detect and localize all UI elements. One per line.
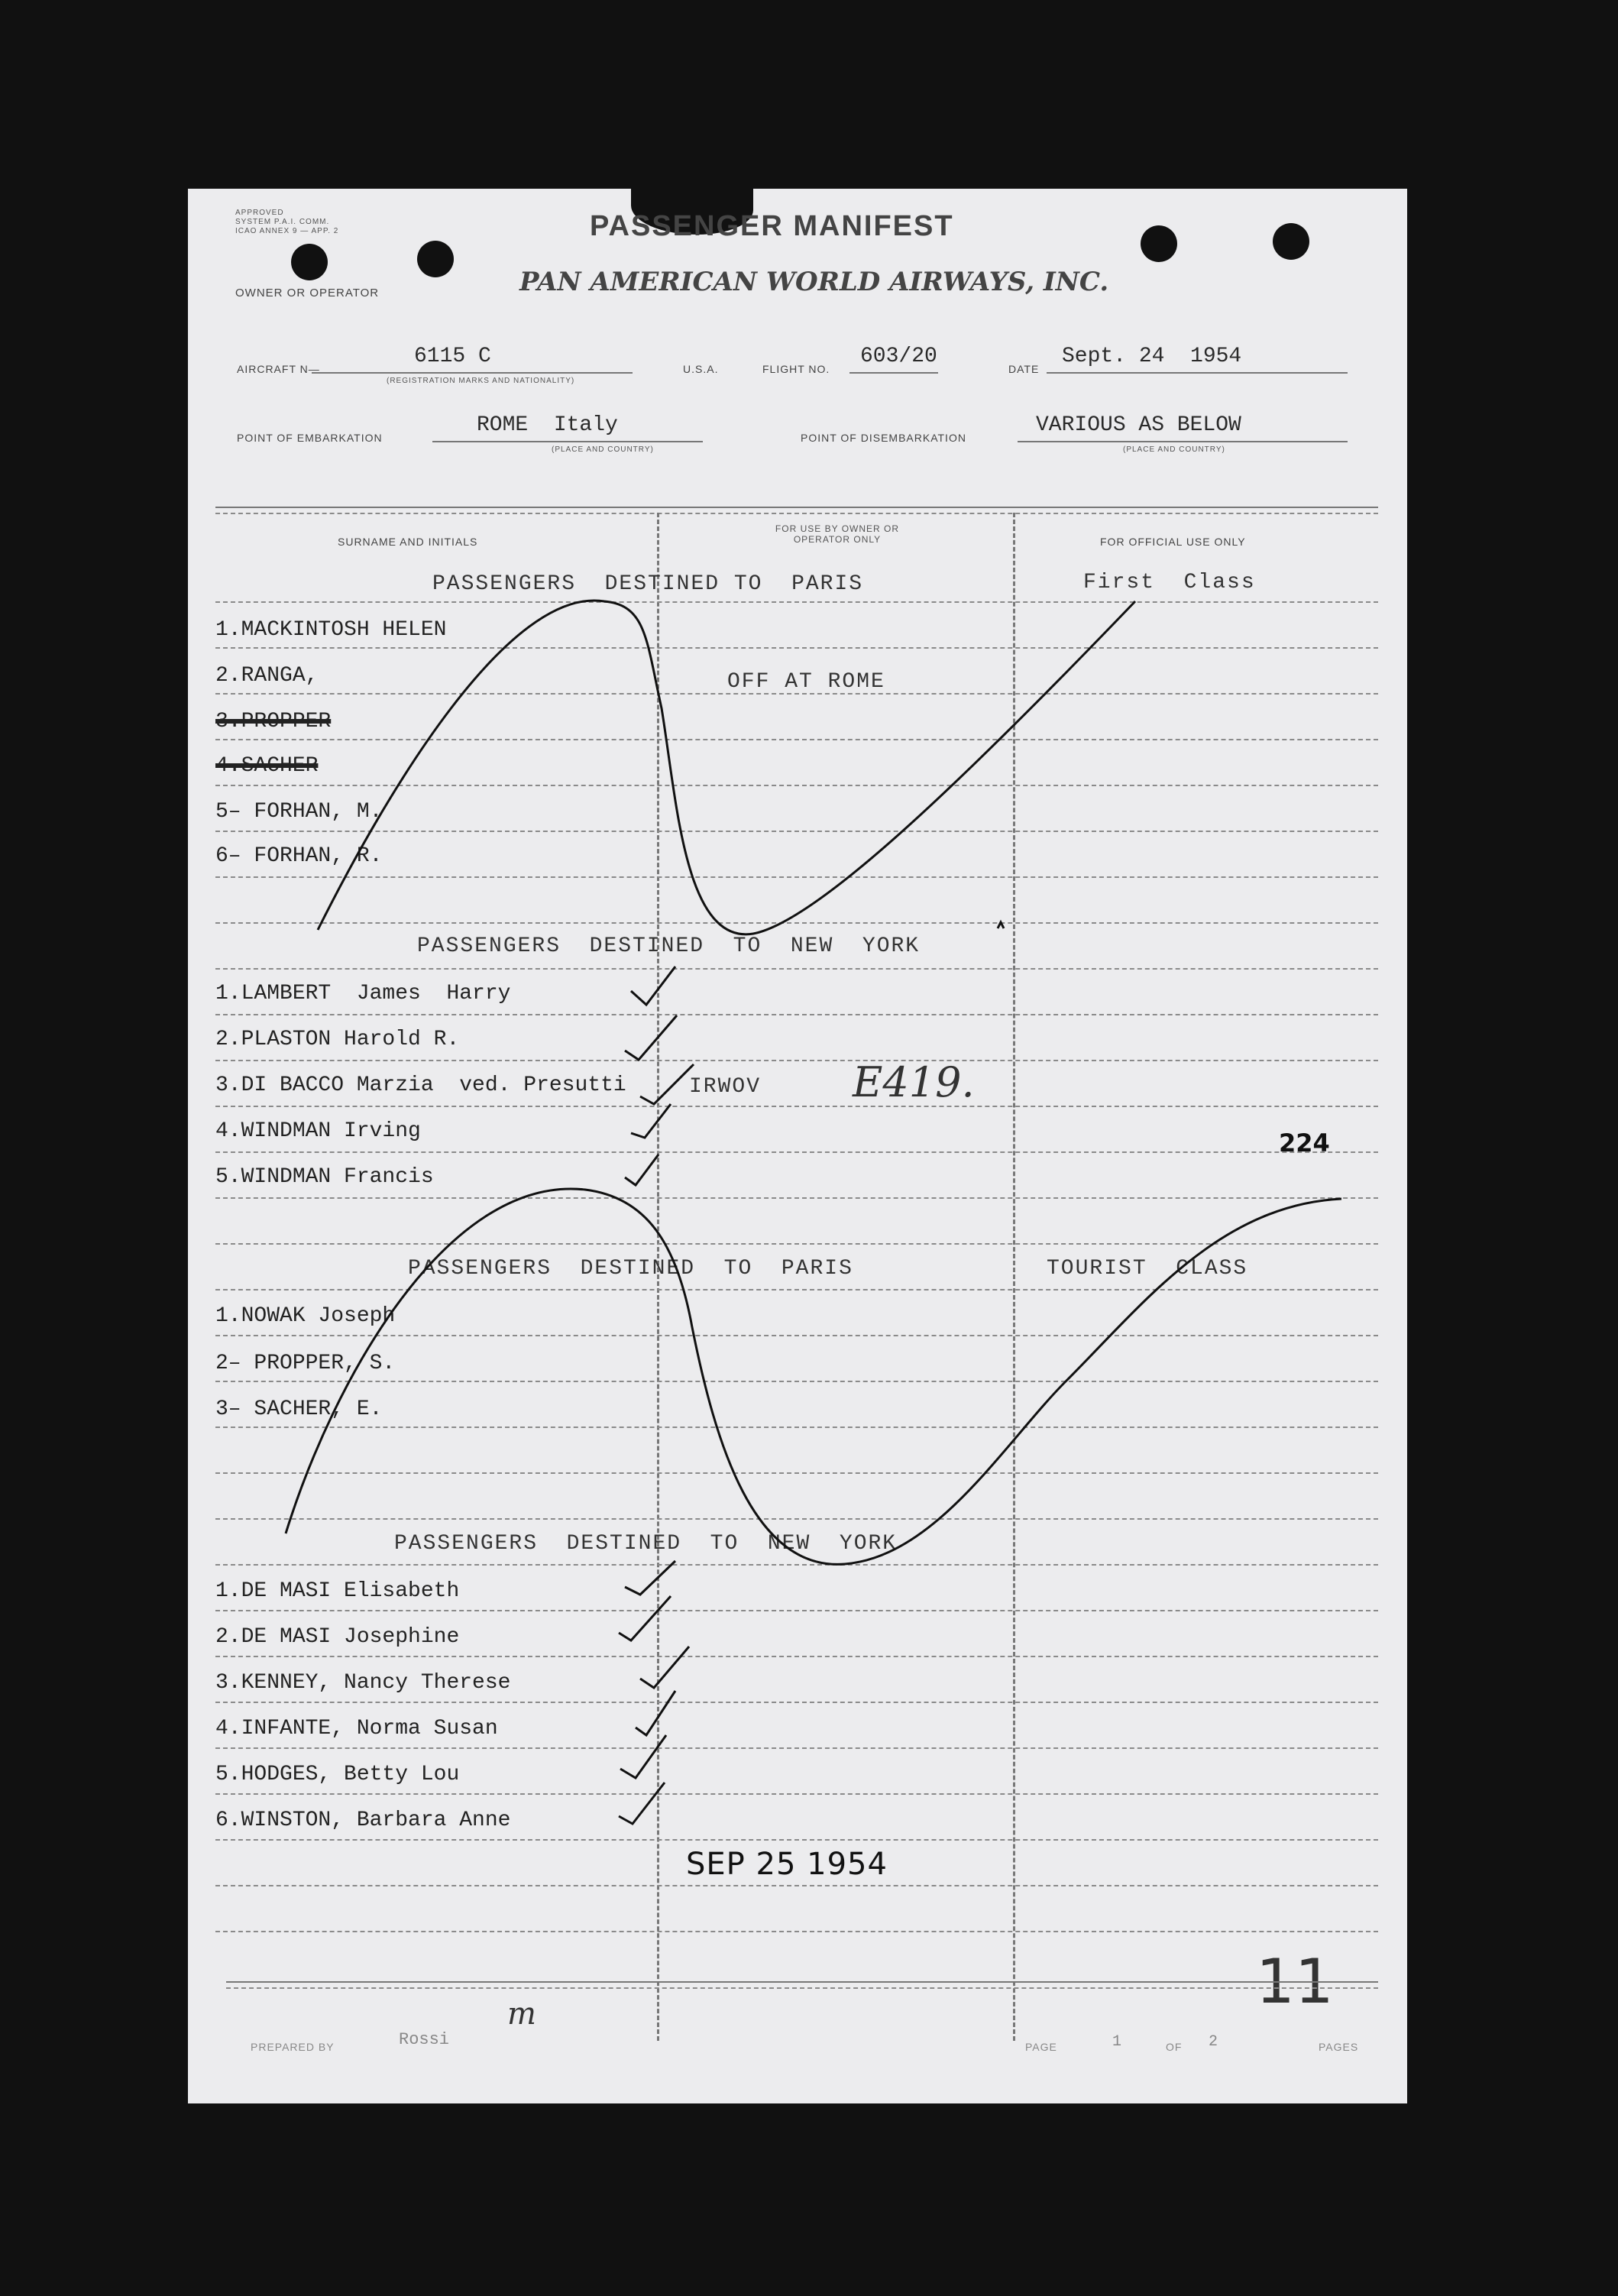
ditto-mark: [998, 922, 1004, 928]
disembarkation-label: POINT OF DISEMBARKATION: [801, 432, 966, 444]
check-marks: [619, 922, 1004, 1824]
prepared-by-name: Rossi: [399, 2030, 450, 2049]
check-mark-icon: [625, 1154, 659, 1185]
section-title: PASSENGERS DESTINED TO NEW YORK: [394, 1532, 898, 1556]
passenger-name: 5.WINDMAN Francis: [215, 1165, 434, 1189]
aircraft-value: 6115 C: [414, 345, 491, 368]
registration-caption: (REGISTRATION MARKS AND NATIONALITY): [387, 377, 575, 385]
disembarkation-value: VARIOUS AS BELOW: [1036, 413, 1241, 437]
passenger-name: 4.SACHER: [215, 754, 319, 778]
passenger-name: 4.INFANTE, Norma Susan: [215, 1717, 498, 1741]
passenger-name: 5– FORHAN, M.: [215, 800, 383, 824]
section-class: First Class: [1083, 571, 1256, 594]
passenger-name: 2.DE MASI Josephine: [215, 1625, 460, 1649]
cancel-stroke-upper: [318, 601, 1135, 934]
owner-use-header: FOR USE BY OWNER OR OPERATOR ONLY: [775, 523, 900, 545]
pages-label: PAGES: [1319, 2041, 1359, 2053]
handwritten-code: E419.: [853, 1058, 975, 1106]
flight-number: 603/20: [860, 345, 937, 368]
count-number: 224: [1279, 1129, 1330, 1158]
page-number: 1: [1112, 2033, 1122, 2051]
aircraft-label: AIRCRAFT N—: [237, 363, 320, 375]
passenger-name: 4.WINDMAN Irving: [215, 1119, 421, 1143]
embarkation-value: ROME Italy: [477, 413, 618, 437]
passenger-name: 6.WINSTON, Barbara Anne: [215, 1809, 511, 1832]
check-mark-icon: [625, 1015, 677, 1060]
flight-date: Sept. 24 1954: [1062, 345, 1242, 368]
approval-line: APPROVED: [235, 209, 284, 217]
manifest-title: PASSENGER MANIFEST: [590, 210, 954, 242]
check-mark-icon: [636, 1691, 675, 1735]
passenger-remark: IRWOV: [689, 1075, 762, 1099]
disembark-place-caption: (PLACE AND COUNTRY): [1123, 445, 1225, 454]
check-mark-icon: [625, 1561, 675, 1595]
passenger-name: 1.MACKINTOSH HELEN: [215, 618, 447, 642]
passenger-name: 6– FORHAN, R.: [215, 844, 383, 868]
cancellation-strokes: [188, 189, 1407, 2103]
passenger-remark: OFF AT ROME: [727, 670, 885, 694]
flight-label: FLIGHT NO.: [762, 363, 830, 375]
page-label: PAGE: [1025, 2041, 1057, 2053]
cancel-stroke-lower: [286, 1189, 1341, 1564]
passenger-name: 1.LAMBERT James Harry: [215, 982, 511, 1006]
check-mark-icon: [619, 1596, 671, 1640]
section-title: PASSENGERS DESTINED TO NEW YORK: [417, 934, 921, 958]
page-total: 2: [1209, 2033, 1218, 2051]
received-stamp: SEP 25 1954: [686, 1847, 888, 1882]
page-mark: 11: [1256, 1946, 1334, 2017]
section-title: PASSENGERS DESTINED TO PARIS: [408, 1257, 853, 1281]
passenger-name: 1.DE MASI Elisabeth: [215, 1579, 460, 1603]
approval-line: SYSTEM P.A.I. COMM.: [235, 218, 330, 226]
check-mark-icon: [640, 1647, 689, 1688]
section-class: TOURIST CLASS: [1047, 1257, 1248, 1281]
passenger-name: 3.KENNEY, Nancy Therese: [215, 1671, 511, 1695]
of-label: OF: [1166, 2041, 1183, 2053]
surname-header: SURNAME AND INITIALS: [338, 536, 478, 548]
airline-name: PAN AMERICAN WORLD AIRWAYS, INC.: [519, 267, 1109, 297]
check-mark-icon: [631, 967, 675, 1005]
prepared-by-label: PREPARED BY: [251, 2041, 335, 2053]
country-label: U.S.A.: [683, 363, 719, 375]
manifest-sheet: [188, 189, 1407, 2103]
passenger-name: 1.NOWAK Joseph: [215, 1304, 396, 1328]
check-mark-icon: [640, 1064, 694, 1104]
passenger-name: 3.PROPPER: [215, 710, 332, 733]
passenger-name: 5.HODGES, Betty Lou: [215, 1763, 460, 1786]
passenger-name: 3.DI BACCO Marzia ved. Presutti: [215, 1074, 626, 1097]
approval-line: ICAO ANNEX 9 — APP. 2: [235, 227, 339, 235]
embark-place-caption: (PLACE AND COUNTRY): [552, 445, 654, 454]
passenger-name: 3– SACHER, E.: [215, 1397, 383, 1421]
section-title: PASSENGERS DESTINED TO PARIS: [432, 572, 864, 596]
check-mark-icon: [619, 1783, 665, 1824]
passenger-name: 2.RANGA,: [215, 664, 319, 688]
initials: m: [507, 1996, 536, 2032]
check-mark-icon: [631, 1104, 671, 1138]
embarkation-label: POINT OF EMBARKATION: [237, 432, 383, 444]
passenger-name: 2– PROPPER, S.: [215, 1352, 396, 1375]
date-label: DATE: [1008, 363, 1040, 375]
passenger-name: 2.PLASTON Harold R.: [215, 1028, 460, 1051]
official-use-header: FOR OFFICIAL USE ONLY: [1100, 536, 1246, 548]
check-mark-icon: [620, 1735, 666, 1778]
owner-label: OWNER OR OPERATOR: [235, 287, 380, 300]
